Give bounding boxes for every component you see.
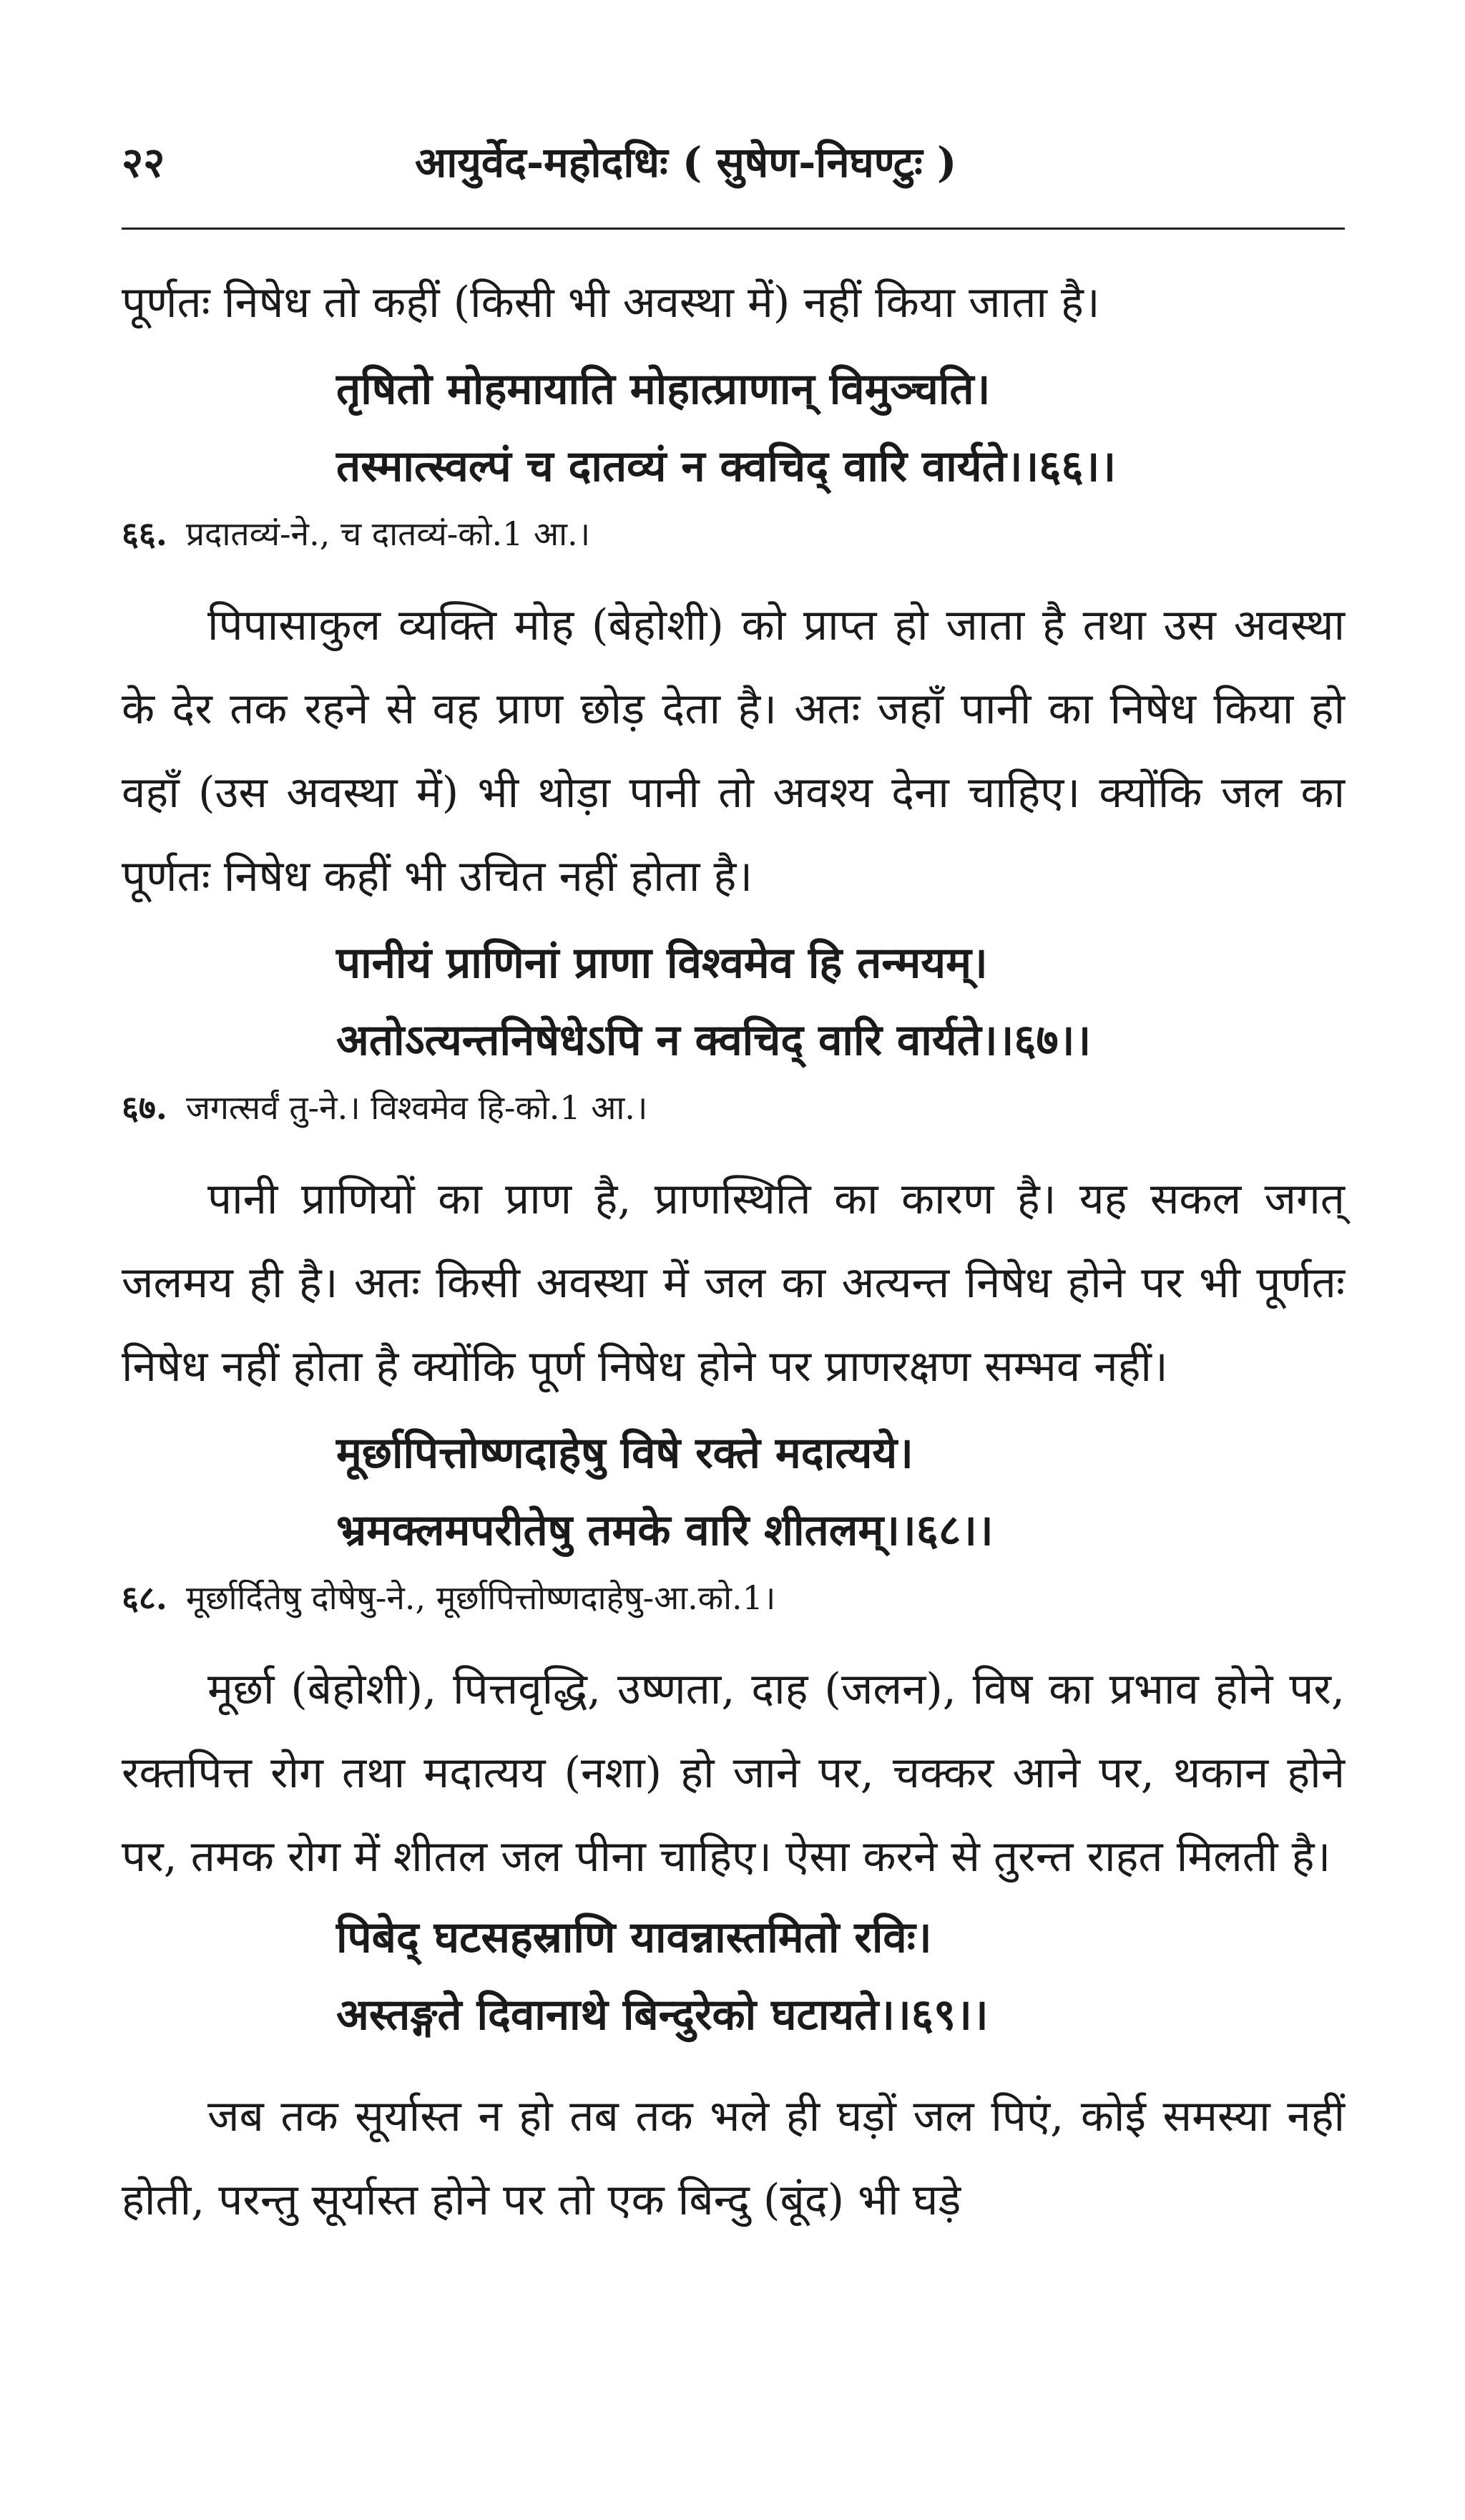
verse-line: तस्मात्स्वल्पं च दातव्यं न क्वचिद् वारि वार्यते।।६६।। bbox=[336, 441, 1117, 492]
verse-67 bbox=[122, 924, 1345, 1079]
verse-66 bbox=[122, 351, 1345, 505]
verse-69 bbox=[122, 1899, 1345, 2053]
running-title: आयुर्वेद-महोदधिः ( सुषेण-निघण्टुः ) bbox=[415, 138, 957, 187]
page-number: २२ bbox=[122, 138, 165, 187]
paragraph: जब तक सूर्यास्त न हो तब तक भले ही घड़ों जल पिएं, कोई समस्या नहीं होती, परन्तु सूर्यास्त होने पर तो एक बिन्दु (बूंद) भी घड़े bbox=[122, 2091, 1345, 2225]
verse-line: अस्तङ्गते दिवानाथे बिन्दुरेको घटायते।।६९।। bbox=[336, 1990, 989, 2040]
footnote-number: ६६. bbox=[122, 514, 167, 553]
paragraph: पूर्णतः निषेध तो कहीं (किसी भी अवस्था में) नहीं किया जाता है। bbox=[122, 278, 1100, 328]
verse-line: तृषितो मोहमायाति मोहात्प्राणान् विमुञ्चति। bbox=[336, 364, 991, 414]
paragraph: मूर्छा (बेहोशी), पित्तवृद्धि, उष्णता, दाह (जलन), विष का प्रभाव होने पर, रक्तपित्त रोग तथा मदात्यय (नशा) हो जाने पर, चक्कर आने पर, थकान होने पर, तमक रोग में शीतल जल पीना चाहिए। ऐसा करने से तुरन्त राहत मिलती है। bbox=[122, 1664, 1345, 1882]
verse-68 bbox=[122, 1415, 1345, 1569]
page-body bbox=[122, 261, 1345, 2242]
paragraph: पानी प्राणियों का प्राण है, प्राणस्थिति का कारण है। यह सकल जगत् जलमय ही है। अतः किसी अवस्था में जल का अत्यन्त निषेध होने पर भी पूर्णतः निषेध नहीं होता है क्योंकि पूर्ण निषेध होने पर प्राणरक्षण सम्भव नहीं। bbox=[122, 1174, 1345, 1392]
verse-line: भ्रमक्लमपरीतेषु तमके वारि शीतलम्।।६८।। bbox=[336, 1505, 994, 1556]
footnote-number: ६८. bbox=[122, 1578, 167, 1617]
footnote-number: ६७. bbox=[122, 1088, 167, 1127]
page-header bbox=[122, 125, 1345, 211]
verse-line: पिबेद् घटसहस्राणि यावन्नास्तमितो रविः। bbox=[336, 1913, 932, 1963]
footnote-text: मूर्छार्दितेषु दोषेषु-ने., मूर्छापित्तोष्णदाहेषु-आ.को.1। bbox=[185, 1578, 776, 1617]
footnote-text: प्रदातव्यं-ने., च दातव्यं-को.1 आ.। bbox=[185, 514, 591, 553]
footnote-68 bbox=[122, 1569, 1345, 1626]
verse-line: अतोऽत्यन्तनिषेधेऽपि न क्वचिद् वारि वार्यते।।६७।। bbox=[336, 1015, 1092, 1065]
footnote-text: जगत्सर्वं तु-ने.। विश्वमेव हि-को.1 आ.। bbox=[185, 1088, 648, 1127]
verse-line: मूर्छापित्तोष्णदाहेषु विषे रक्ते मदात्यये। bbox=[336, 1428, 913, 1478]
book-page bbox=[122, 125, 1345, 2225]
footnote-67 bbox=[122, 1079, 1345, 1136]
footnote-66 bbox=[122, 505, 1345, 562]
header-rule bbox=[122, 228, 1345, 230]
paragraph: पिपासाकुल व्यक्ति मोह (बेहोशी) को प्राप्त हो जाता है तथा उस अवस्था के देर तक रहने से वह प्राण छोड़ देता है। अतः जहाँ पानी का निषेध किया हो वहाँ (उस अवस्था में) भी थोड़ा पानी तो अवश्य देना चाहिए। क्योंकि जल का पूर्णतः निषेध कहीं भी उचित नहीं होता है। bbox=[122, 600, 1345, 902]
verse-line: पानीयं प्राणिनां प्राणा विश्वमेव हि तन्मयम्। bbox=[336, 938, 988, 988]
